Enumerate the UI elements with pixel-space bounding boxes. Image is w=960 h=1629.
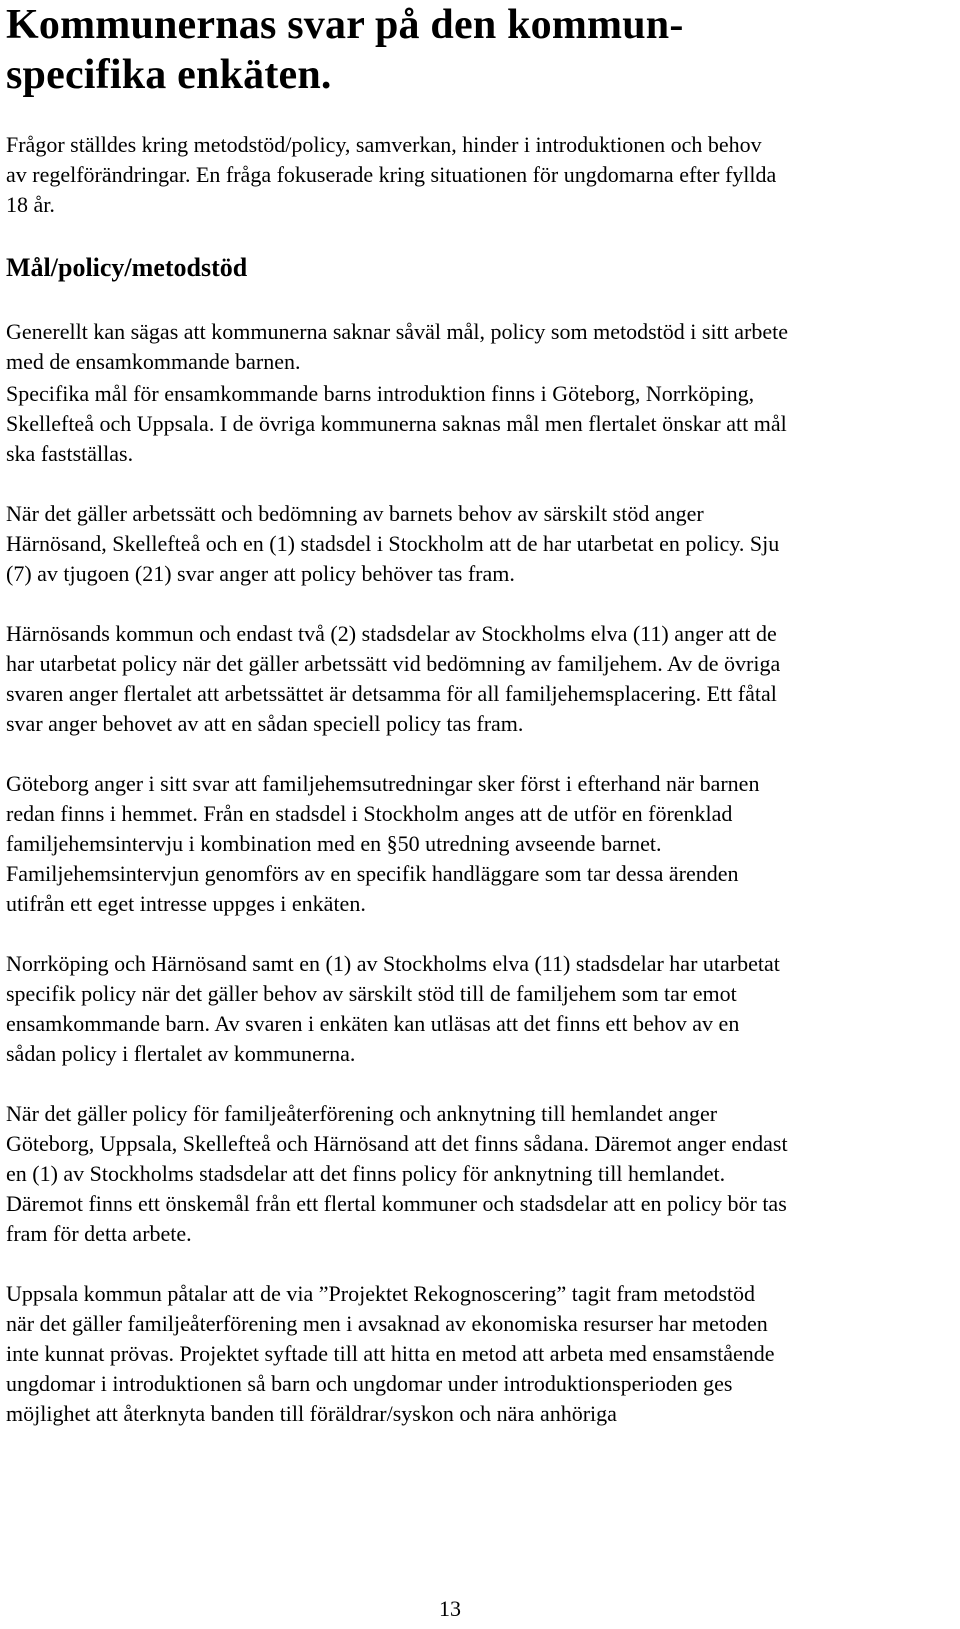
text-line: Familjehemsintervjun genomförs av en specifik handläggare som tar dessa ärenden [6, 861, 739, 886]
text-line: Göteborg, Uppsala, Skellefteå och Härnösand att det finns sådana. Däremot anger endast [6, 1131, 788, 1156]
text-line: Frågor ställdes kring metodstöd/policy, samverkan, hinder i introduktionen och behov [6, 132, 762, 157]
text-line: svar anger behovet av att en sådan speciell policy tas fram. [6, 711, 524, 736]
text-line: Göteborg anger i sitt svar att familjehemsutredningar sker först i efterhand när barnen [6, 771, 760, 796]
text-line: familjehemsintervju i kombination med en §50 utredning avseende barnet. [6, 831, 662, 856]
text-line: en (1) av Stockholms stadsdelar att det finns policy för anknytning till hemlandet. [6, 1161, 726, 1186]
text-line: ensamkommande barn. Av svaren i enkäten kan utläsas att det finns ett behov av en [6, 1011, 740, 1036]
paragraph-uppsala [6, 1279, 958, 1429]
section-heading: Mål/policy/metodstöd [6, 253, 248, 282]
text-line: Specifika mål för ensamkommande barns introduktion finns i Göteborg, Norrköping, [6, 381, 755, 406]
text-line: av regelförändringar. En fråga fokuserade kring situationen för ungdomarna efter fyllda [6, 162, 777, 187]
text-line: specifik policy när det gäller behov av särskilt stöd till de familjehem som tar emot [6, 981, 737, 1006]
text-line: har utarbetat policy när det gäller arbetssätt vid bedömning av familjehem. Av de övriga [6, 651, 781, 676]
text-line: Härnösand, Skellefteå och en (1) stadsdel i Stockholm att de har utarbetat en policy. Sju [6, 531, 780, 556]
text-line: svaren anger flertalet att arbetssättet är detsamma för all familjehemsplacering. Ett fåtal [6, 681, 777, 706]
paragraph-specific-goals [6, 379, 958, 469]
text-line: utifrån ett eget intresse uppges i enkäten. [6, 891, 366, 916]
text-line: Norrköping och Härnösand samt en (1) av Stockholms elva (11) stadsdelar har utarbetat [6, 951, 780, 976]
page-title-line: specifika enkäten. [6, 52, 332, 98]
paragraph-special-support [6, 949, 958, 1069]
text-line: När det gäller arbetssätt och bedömning av barnets behov av särskilt stöd anger [6, 501, 704, 526]
text-line: med de ensamkommande barnen. [6, 349, 301, 374]
text-line: Skellefteå och Uppsala. I de övriga kommunerna saknas mål men flertalet önskar att mål [6, 411, 787, 436]
text-line: Uppsala kommun påtalar att de via ”Projektet Rekognoscering” tagit fram metodstöd [6, 1281, 756, 1306]
page-number: 13 [439, 1596, 461, 1621]
intro-paragraph [6, 130, 958, 220]
text-line: Däremot finns ett önskemål från ett flertal kommuner och stadsdelar att en policy bör tas [6, 1191, 787, 1216]
text-line: ungdomar i introduktionen så barn och ungdomar under introduktionsperioden ges [6, 1371, 733, 1396]
paragraph-family-reunification [6, 1099, 958, 1249]
text-line: möjlighet att återknyta banden till föräldrar/syskon och nära anhöriga [6, 1401, 617, 1426]
text-line: inte kunnat prövas. Projektet syftade till att hitta en metod att arbeta med ensamstående [6, 1341, 775, 1366]
text-line: sådan policy i flertalet av kommunerna. [6, 1041, 356, 1066]
paragraph-goteborg [6, 769, 958, 919]
text-line: när det gäller familjeåterförening men i avsaknad av ekonomiska resurser har metoden [6, 1311, 768, 1336]
text-line: Generellt kan sägas att kommunerna saknar såväl mål, policy som metodstöd i sitt arbete [6, 319, 789, 344]
text-line: Härnösands kommun och endast två (2) stadsdelar av Stockholms elva (11) anger att de [6, 621, 777, 646]
text-line: 18 år. [6, 192, 55, 217]
text-line: När det gäller policy för familjeåterförening och anknytning till hemlandet anger [6, 1101, 718, 1126]
text-line: ska fastställas. [6, 441, 134, 466]
text-line: redan finns i hemmet. Från en stadsdel i Stockholm anges att de utför en förenklad [6, 801, 733, 826]
page-title-line: Kommunernas svar på den kommun- [6, 2, 684, 48]
document-page [6, 0, 958, 1429]
paragraph-foster-home-assessment [6, 619, 958, 739]
page-title [6, 0, 958, 100]
text-line: fram för detta arbete. [6, 1221, 192, 1246]
paragraph-assessment-policy [6, 499, 958, 589]
text-line: (7) av tjugoen (21) svar anger att policy behöver tas fram. [6, 561, 515, 586]
paragraph-general [6, 317, 958, 377]
